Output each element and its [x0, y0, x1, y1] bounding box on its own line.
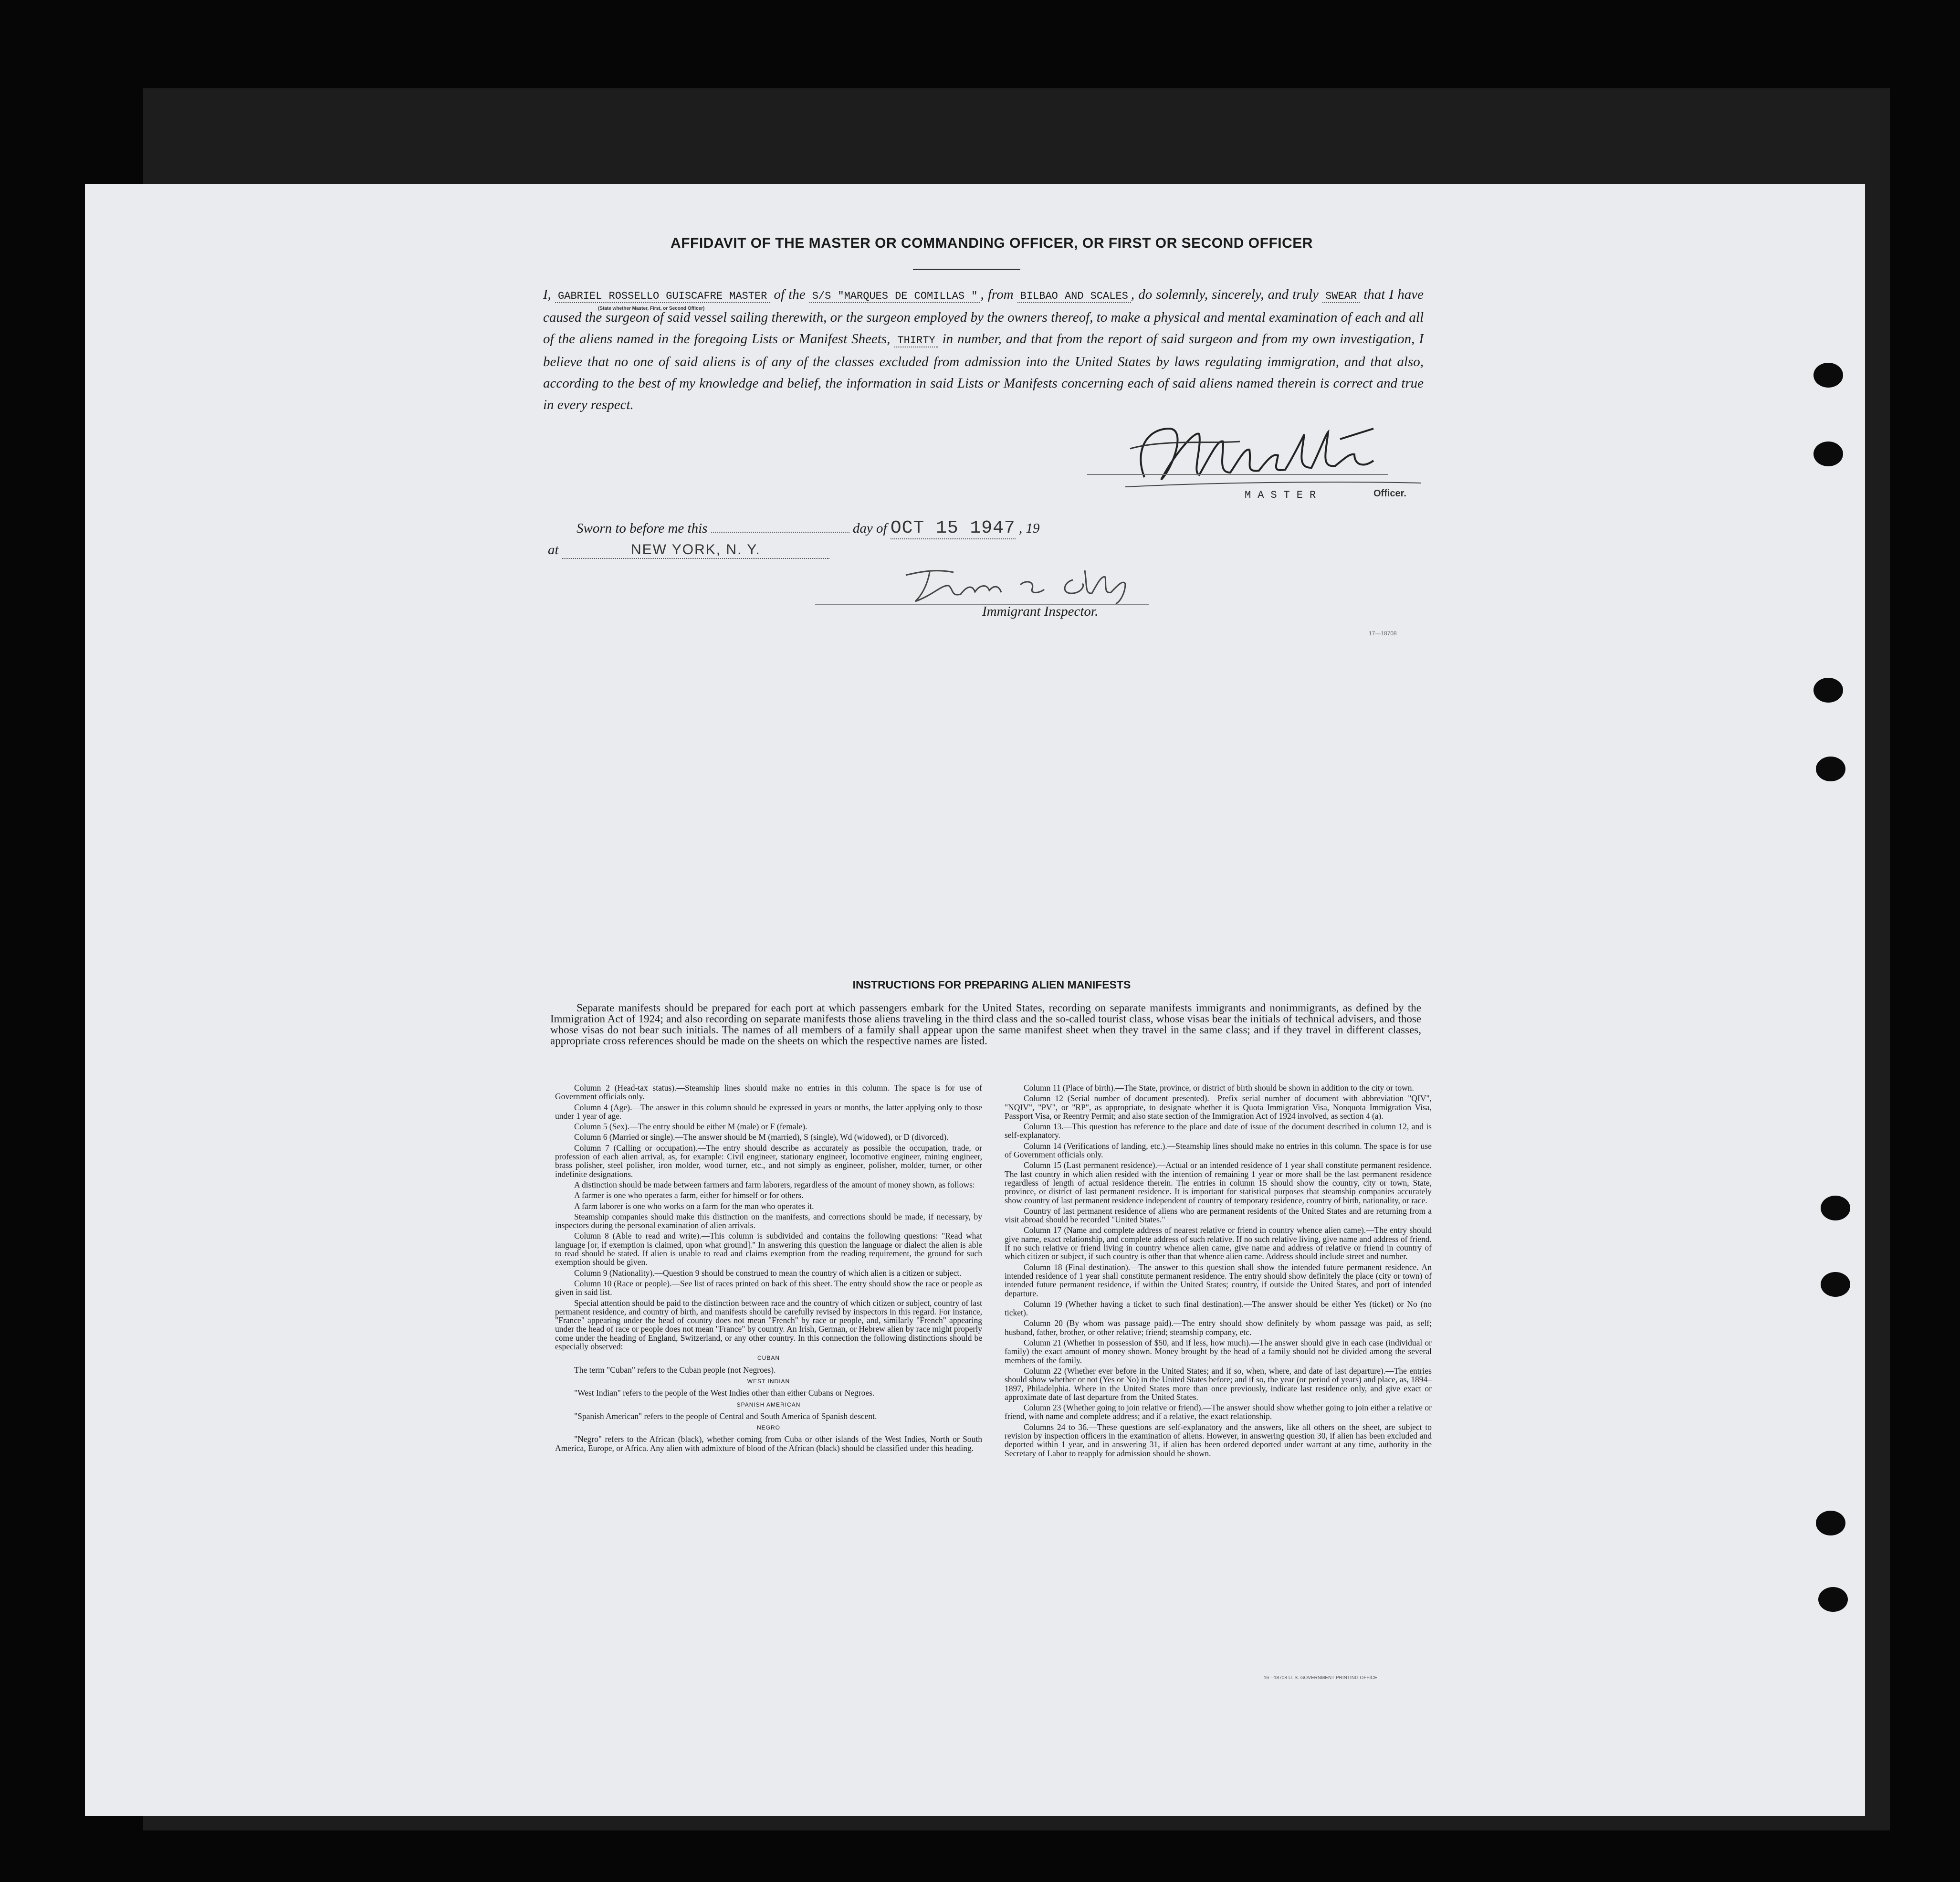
sworn-date-stamp: OCT 15 1947: [890, 518, 1016, 538]
heading-negro: NEGRO: [756, 1424, 780, 1431]
punch-hole: [1813, 363, 1843, 388]
instructions-title: INSTRUCTIONS FOR PREPARING ALIEN MANIFESTS: [852, 978, 1131, 991]
heading-west-indian: WEST INDIAN: [747, 1377, 790, 1385]
instruction-farm-distinction: A distinction should be made between farmers and farm laborers, regardless of the amount of money shown, as follows:: [574, 1179, 975, 1189]
from-port-field: BILBAO AND SCALES: [1017, 290, 1131, 303]
instruction-column-15-returning: Country of last permanent residence of aliens who are permanent residents of the United States and are returning from a visit abroad should be recorded "United States.": [1005, 1206, 1432, 1225]
definition-west-indian: "West Indian" refers to the people of the West Indies other than either Cubans or Negroes.: [574, 1388, 875, 1398]
punch-hole: [1818, 1587, 1848, 1612]
heading-cuban: CUBAN: [757, 1355, 780, 1362]
sworn-text: Sworn to before me this: [576, 521, 708, 536]
affidavit-text-1: that I have caused the surgeon of said vessel sailing therewith, or the surgeon employed by the owners thereof, to make a physical and mental examination of each and all of the aliens named in the foregoing Lists or Manifest Sheets,: [543, 287, 1424, 347]
instruction-column-6: Column 6 (Married or single).—The answer should be M (married), S (single), Wd (widowed), or D (divorced).: [574, 1132, 949, 1142]
instruction-farm-laborer: A farm laborer is one who works on a farm for the man who operates it.: [574, 1201, 814, 1211]
sworn-day-blank: [711, 532, 849, 533]
instruction-column-5: Column 5 (Sex).—The entry should be either M (male) or F (female).: [574, 1122, 807, 1132]
sheet-count-field: THIRTY: [894, 335, 938, 347]
at-text: at: [548, 542, 559, 557]
punch-hole: [1813, 678, 1843, 703]
instruction-race-distinction: Special attention should be paid to the distinction between race and the country of which citizen or subject, country of last permanent residence, and country of birth, and manifests should be carefully revised by inspectors in this regard. For instance, "France" appearing under the head of country does not mean "French" by race or people, and, similarly "French" appearing under the head of race or people does not mean "France" by country. An Irish, German, or Hebrew alien by race might properly come under the heading of England, Switzerland, or any other country. In this connection the following distinctions should be especially observed:: [555, 1298, 982, 1352]
heading-spanish-american: SPANISH AMERICAN: [736, 1401, 801, 1408]
punch-hole: [1821, 1272, 1850, 1297]
sworn-date-field: [891, 518, 1016, 539]
instructions-left-column: [555, 1083, 982, 1454]
instruction-column-8: Column 8 (Able to read and write).—This column is subdivided and contains the following questions: "Read what language [or, if exemption is claimed, upon what ground]." In answering this question the language or dialect the alien is able to read should be stated. If alien is unable to read and claims exemption from the reading requirement, the ground for such exemption should be given.: [555, 1231, 982, 1267]
instruction-column-23: Column 23 (Whether going to join relative or friend).—The answer should show whether going to join either a relative or friend, with name and complete address; and if a relative, the exact relationship.: [1005, 1403, 1432, 1421]
instruction-column-18: Column 18 (Final destination).—The answer to this question shall show the intended future permanent residence. An intended residence of 1 year shall constitute permanent residence. The entry should show definitely the place (city or town) of intended future permanent residence, if within the United States; country, if outside the United States, and port of intended departure.: [1005, 1262, 1432, 1298]
inspector-signature: [896, 556, 1230, 609]
instruction-column-15: Column 15 (Last permanent residence).—Actual or an intended residence of 1 year shall constitute permanent residence. The last country in which alien resided with the intention of remaining 1 year or more shall be the last permanent residence regardless of length of actual residence therein. The entries in column 15 should show the country, city or town, State, province, or district of last permanent residence. It is important for statistical purposes that steamship companies accurately show country of last permanent residence independent of country of temporary residence, country of birth, nationality, or race.: [1005, 1160, 1432, 1205]
affidavit-title: AFFIDAVIT OF THE MASTER OR COMMANDING OFFICER, OR FIRST OR SECOND OFFICER: [671, 235, 1313, 251]
form-footer: 16—18708 U. S. GOVERNMENT PRINTING OFFICE: [1264, 1675, 1378, 1681]
sworn-line: [576, 518, 1039, 539]
title-rule: [913, 269, 1020, 270]
sworn-place-field: [562, 542, 829, 559]
do-text: do: [1138, 287, 1153, 302]
master-signature: [1116, 420, 1517, 492]
officer-name: GABRIEL ROSSELLO GUISCAFRE: [558, 290, 723, 302]
punch-hole: [1816, 757, 1845, 781]
instruction-column-22: Column 22 (Whether ever before in the United States; and if so, when, where, and date of last departure).—The entries should show whether or not (Yes or No) in the United States before; and if so, the year (or period of years) and place, as, 1894–1897, Philadelphia. Where in the United States more than once previously, indicate last residence only, and give exact or approximate date of last departure from the United States.: [1005, 1366, 1432, 1402]
instruction-column-7: Column 7 (Calling or occupation).—The entry should describe as accurately as possible the occupation, trade, or profession of each alien arrival, as, for example: Civil engineer, stationary engineer, locomotive engineer, mining engineer, brass polisher, steel polisher, iron molder, wood turner, etc., and not simply as engineer, polisher, molder, turner, or other indefinite designations.: [555, 1143, 982, 1179]
signature-title: MASTER: [1245, 489, 1323, 501]
instruction-column-10: Column 10 (Race or people).—See list of races printed on back of this sheet. The entry should show the race or people as given in said list.: [555, 1278, 982, 1297]
document-page: [85, 184, 1865, 1816]
instruction-columns-24-36: Columns 24 to 36.—These questions are self-explanatory and the answers, like all others on the sheet, are subject to revision by inspection officers in the examination of aliens. However, in answering question 30, if alien has been excluded and deported within 1 year, and in answering 31, if alien has been ordered deported under warrant at any time, authority in the Secretary of Labor to reapply for admission should be shown.: [1005, 1422, 1432, 1458]
instruction-column-12: Column 12 (Serial number of document presented).—Prefix serial number of document with abbreviation "QIV", "NQIV", "PV", or "RP", as appropriate, to designate whether it is Quota Immigration Visa, Nonquota Immigration Visa, Passport Visa, or Reentry Permit; and also state section of the Immigration Act of 1924 involved, as section 4 (a).: [1005, 1093, 1432, 1121]
instructions-intro: Separate manifests should be prepared for each port at which passengers embark for the United States, recording on separate manifests immigrants and nonimmigrants, as defined by the Immigration Act of 1924; and also recording on separate manifests those aliens traveling in the third class and the so-called tourist class, whose visas bear the initials of technical advisers, and those whose visas do not bear such initials. The names of all members of a family shall appear upon the same manifest sheet when they travel in the same class; and if they travel in different classes, appropriate cross references should be made on the sheets on which the respective names are listed.: [550, 1002, 1421, 1047]
signature-title-suffix: Officer.: [1373, 488, 1406, 499]
instruction-column-9: Column 9 (Nationality).—Question 9 should be construed to mean the country of which alien is a citizen or subject.: [574, 1268, 962, 1278]
instruction-column-19: Column 19 (Whether having a ticket to such final destination).—The answer should be either Yes (ticket) or No (no ticket).: [1005, 1299, 1432, 1318]
instruction-steamship-distinction: Steamship companies should make this distinction on the manifests, and corrections should be made, if necessary, by inspectors during the personal examination of alien arrivals.: [555, 1211, 982, 1230]
instructions-right-column: [1005, 1083, 1432, 1460]
definition-negro: "Negro" refers to the African (black), whether coming from Cuba or other islands of the West Indies, North or South America, Europe, or Africa. Any alien with admixture of blood of the African (black) should be classified under this heading.: [555, 1434, 982, 1453]
affidavit-text-2: in number, and that from the report of said surgeon and from my own investigation, I believe that no one of said aliens is of any of the classes excluded from admission into the United States by laws regulating immigration, and that also, according to the best of my knowledge and belief, the information in said Lists or Manifests concerning each of said aliens named therein is correct and true in every respect.: [543, 331, 1424, 412]
instruction-column-11: Column 11 (Place of birth).—The State, province, or district of birth should be shown in addition to the city or town.: [1024, 1083, 1414, 1093]
intro-word: I,: [543, 287, 551, 302]
form-number-top: 17—18708: [1369, 630, 1397, 637]
vessel-field: S/S "MARQUES DE COMILLAS ": [809, 290, 981, 303]
punch-hole: [1816, 1511, 1845, 1535]
solemnly-text: solemnly, sincerely, and truly: [1156, 287, 1319, 302]
from-text: from: [987, 287, 1014, 302]
inspector-label: Immigrant Inspector.: [982, 604, 1099, 619]
instruction-column-4: Column 4 (Age).—The answer in this column should be expressed in years or months, the latter applying only to those under 1 year of age.: [555, 1102, 982, 1121]
affidavit-body: I, GABRIEL ROSSELLO GUISCAFRE MASTER of the S/S "MARQUES DE COMILLAS " , from BILBAO AND SCALES , do solemnly, sincerely, and truly SWEAR that I have caused the surgeon of said vessel sailing therewith, or the surgeon employed by the owners thereof, to make a physical and mental examination of each and all of the aliens named in the foregoing Lists or Manifest Sheets, THIRTY in number, and that from the report of said surgeon and from my own investigation, I believe that no one of said aliens is of any of the classes excluded from admission into the United States by laws regulating immigration, and that also, according to the best of my knowledge and belief, the information in said Lists or Manifests concerning each of said aliens named therein is correct and true in every respect.: [543, 287, 1424, 412]
instruction-column-2: Column 2 (Head-tax status).—Steamship lines should make no entries in this column. The space is for use of Government officials only.: [555, 1083, 982, 1102]
definition-spanish-american: "Spanish American" refers to the people of Central and South America of Spanish descent.: [574, 1411, 877, 1421]
instruction-column-20: Column 20 (By whom was passage paid).—The entry should show definitely by whom passage was paid, as self; husband, father, brother, or other relative; friend; steamship company, etc.: [1005, 1318, 1432, 1337]
officer-name-field: [555, 290, 770, 303]
officer-rank: MASTER: [729, 290, 767, 302]
sworn-place: NEW YORK, N. Y.: [630, 542, 761, 557]
instruction-column-13: Column 13.—This question has reference to the place and date of issue of the document described in column 12, and is self-explanatory.: [1005, 1122, 1432, 1140]
of-the-text: of the: [774, 287, 806, 302]
instruction-column-21: Column 21 (Whether in possession of $50, and if less, how much).—The answer should give in each case (individual or family) the exact amount of money shown. Money brought by the head of a family should not be divided among the several members of the family.: [1005, 1338, 1432, 1365]
punch-hole: [1813, 442, 1843, 466]
definition-cuban: The term "Cuban" refers to the Cuban people (not Negroes).: [574, 1365, 776, 1375]
signature-line: [1087, 474, 1388, 475]
instruction-column-14: Column 14 (Verifications of landing, etc.).—Steamship lines should make no entries in this column. The space is for use of Government officials only.: [1005, 1141, 1432, 1160]
oath-field: SWEAR: [1322, 290, 1360, 303]
at-line: [548, 542, 829, 559]
rank-note: (State whether Master, First, or Second Officer): [598, 306, 705, 311]
instruction-column-17: Column 17 (Name and complete address of nearest relative or friend in country whence alien came).—The entry should give name, exact relationship, and complete address of such relative. If no such relative living, give name and address of friend. If no such relative or friend living in country whence alien came, give name and address of relative or friend in country of which citizen or subject, if such country is other than that whence alien came. Address should include street and number.: [1005, 1225, 1432, 1262]
day-of-text: day of: [852, 521, 887, 536]
punch-hole: [1821, 1196, 1850, 1220]
instruction-farmer: A farmer is one who operates a farm, either for himself or for others.: [574, 1190, 804, 1200]
year-prefix: , 19: [1018, 521, 1040, 536]
